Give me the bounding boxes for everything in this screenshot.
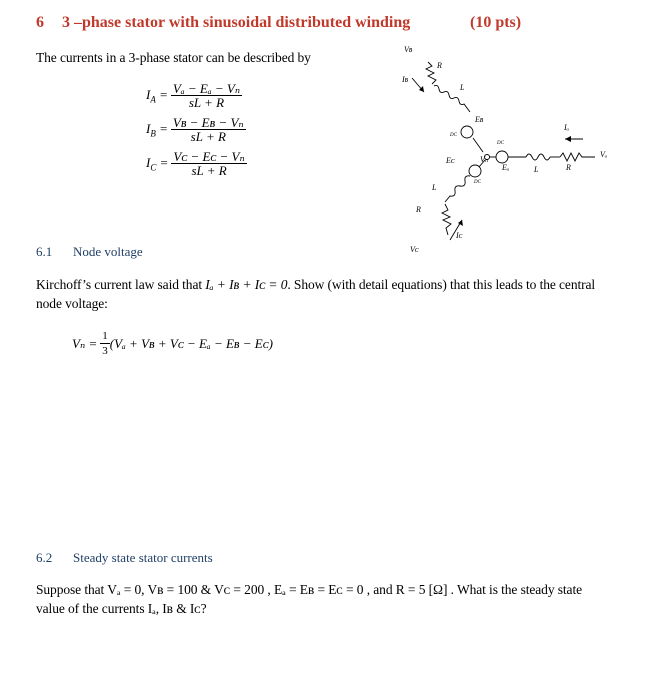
equation-ib: $I_B$ = $\frac{\text{Vʙ − Eʙ − Vₙ}}{sL + R}$ [146,115,244,144]
resistor-b [426,62,436,84]
section-6-1-number: 6.1 [36,244,53,259]
label-r-right: R [566,163,571,172]
label-vb: Vʙ [404,45,413,54]
label-ec: Eᴄ [446,156,455,165]
label-l-bot: L [432,183,437,192]
steady-text-2: value of the currents Iₐ, Iʙ & Iᴄ? [36,601,207,616]
intro-text: The currents in a 3-phase stator can be described by [36,50,311,65]
kcl-text-1: Kirchoff’s current law said that [36,277,202,292]
section-6-2-number: 6.2 [36,550,53,565]
label-ea: Eₐ [502,163,510,172]
problem-number: 6 [36,14,44,31]
label-ic: Iᴄ [456,231,463,240]
label-dc3: DC [474,180,481,185]
kcl-text-2: . Show (with detail equations) that this leads to the central [287,277,596,292]
inductor-b [434,85,470,112]
label-ia: Iₐ [564,123,570,132]
dc-source-a [496,151,508,163]
equation-ic: $I_C$ = $\frac{\text{Vᴄ − Eᴄ − Vₙ}}{sL + R}$ [146,149,245,178]
label-r-top: R [437,61,442,70]
kcl-text-3: node voltage: [36,296,108,311]
label-vn: Vₙ [480,155,489,164]
vn-equation: Vₙ = $\frac{1}{3}$ (Vₐ + Vʙ + Vᴄ − Eₐ − Eʙ − Eᴄ) [72,330,273,357]
problem-points: (10 pts) [470,14,522,31]
resistor-a [560,153,595,161]
inductor-c [445,176,470,202]
stator-circuit-diagram [390,40,640,255]
label-l-right: L [534,165,539,174]
label-eb: Eʙ [475,115,484,124]
kcl-equation: Iₐ + Iʙ + Iᴄ = 0 [205,277,288,292]
steady-text-1: Suppose that Vₐ = 0, Vʙ = 100 & Vᴄ = 200 , Eₐ = Eʙ = Eᴄ = 0 , and R = 5 [Ω] . What is the steady state [36,582,582,597]
label-vc: Vᴄ [410,245,419,254]
label-dc1: DC [450,133,457,138]
section-6-1-title: Node voltage [73,244,143,259]
equation-ia: $I_A$ = $\frac{\text{Vₐ − Eₐ − Vₙ}}{sL + R}$ [146,81,241,110]
label-l-top: L [460,83,465,92]
label-r-bot: R [416,205,421,214]
section-6-2-title: Steady state stator currents [73,550,213,565]
inductor-a [526,154,550,160]
kcl-paragraph [36,277,595,293]
problem-title: 3 –phase stator with sinusoidal distributed winding [62,14,411,31]
label-ib: Iʙ [402,75,409,84]
label-dc2: DC [497,141,504,146]
resistor-c [442,204,451,235]
dc-source-b [461,126,473,138]
label-va: Vₐ [600,150,608,159]
